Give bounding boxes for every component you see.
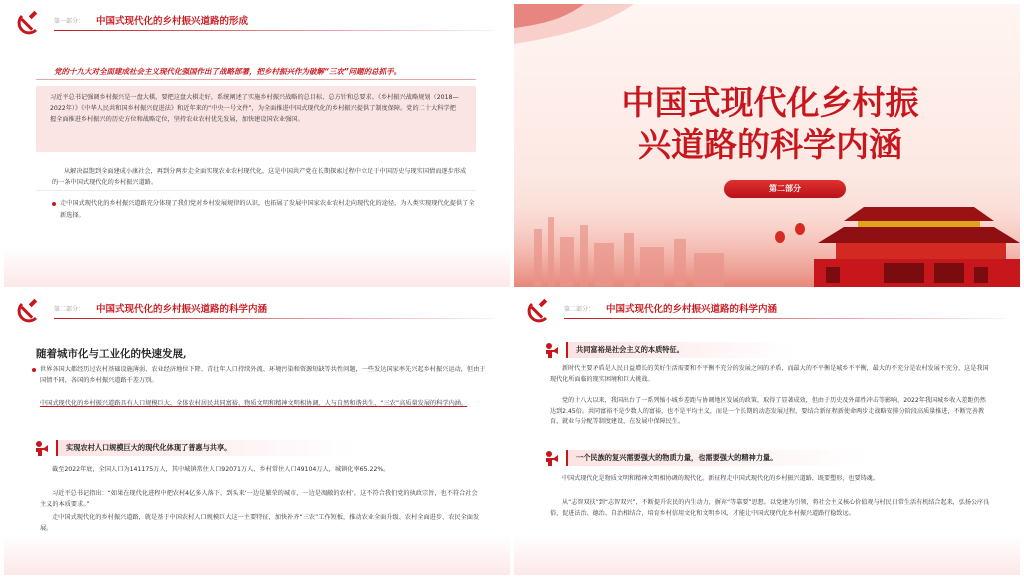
hammer-sickle-icon [16, 298, 42, 324]
section-title: 中国式现代化的乡村振兴道路的科学内涵 [606, 304, 778, 315]
slide-3 [4, 292, 510, 575]
lead-sentence: 党的十九大对全面建成社会主义现代化强国作出了战略部署，把乡村振兴作为破解“三农”问题的总抓手。 [54, 67, 402, 76]
ribbon-decoration [514, 4, 674, 74]
slide-4 [514, 292, 1020, 575]
hammer-sickle-icon [16, 10, 42, 36]
bottom-decoration [4, 535, 510, 575]
body-paragraph-1: 截至2022年底，全国人口为141175万人，其中城镇常住人口92071万人、乡村常住人口49104万人，城镇化率65.22%。 [52, 466, 390, 473]
body-paragraph-3: 走中国式现代化的乡村振兴道路，就是基于中国农村人口规模巨大这一主要特征，加快补齐“三农”工作短板，推动农业全面升级、农村全面进步、农民全面发展。 [40, 514, 480, 532]
part-two-button[interactable]: 第二部分 [724, 180, 846, 198]
body-paragraph: 从解决温饱到全面建成小康社会，再到分两步走全面实现农业农村现代化，这是中国共产党在长期探索过程中立足于中国历史与现实国情而逐步形成的一条中国式现代化的乡村振兴道路。 [52, 168, 467, 186]
cover-title-line-2: 兴道路的科学内涵 [638, 125, 902, 164]
speaker-figure-icon [544, 450, 564, 466]
body-paragraph-1: 新时代主要矛盾是人民日益增长的美好生活需要和不平衡不充分的发展之间的矛盾，而最大的不平衡是城乡不平衡，最大的不充分是农村发展不充分，这是我国现代化所面临的现实困境和巨大挑战。 [550, 365, 989, 383]
subheading-banner-text: 实现农村人口规模巨大的现代化体现了普惠与共享。 [66, 443, 232, 452]
bullet-text: 走中国式现代化的乡村振兴道路充分体现了我们党对乡村发展规律的认识，也拓展了发展中国家农业农村走向现代化的途径，为人类实现现代化提供了全新选择。 [60, 200, 475, 219]
section-heading: 随着城市化与工业化的快速发展, [36, 348, 187, 360]
cover-title [610, 82, 930, 166]
body-paragraph-2: 党的十八大以来，我国出台了一系列缩小城乡差距与协调地区发展的政策，取得了显著成效，但由于历史及外部性冲击等影响，2022年我国城乡收入差距仍然达到2.45倍。共同富裕不是少数人的富裕，也不是平均主义，而是一个长期的动态发展过程，要结合新征程新使命两步走战略安排分阶段高质量推进，不断完善教育、就业与分配等制度建设，在发展中保障民生。 [550, 397, 986, 425]
quote-box-text: 习近平总书记强调乡村振兴是一盘大棋，要把这盘大棋走好，系统阐述了实施乡村振兴战略的总目标、总方针和总要求。《乡村振兴战略规划（2018—2022年）》《中华人民共和国乡村振兴促进法》和近年来的“中央一号文件”，为全面推进中国式现代化的乡村振兴提供了制度保障。党的二十大科学把握全面推进乡村振兴的历史方位和战略定位，坚持农业农村优先发展，加快建设国农业强国。 [50, 94, 459, 123]
cover-title-line-1: 中国式现代化乡村振 [621, 83, 919, 122]
section-label: 第二部分： [54, 306, 85, 313]
underlined-summary: 中国式现代化的乡村振兴道路具有人口规模巨大、全体农村居民共同富裕、物质文明和精神文明相协调、人与自然和谐共生、“三农”高质量发展的科学内涵。 [40, 400, 468, 407]
slide-header [4, 4, 510, 38]
section-label: 第一部分： [54, 18, 85, 25]
bullet-text: 世界各国大都经历过农村基础设施薄弱、农业经济地位下降、青壮年人口持续外流、环境污染和资源短缺等共性问题，一些发达国家率先兴起乡村振兴运动，但由于国情不同，各国的乡村振兴道路千差万别。 [40, 366, 486, 384]
bullet-dot [52, 202, 56, 206]
quote-box [36, 86, 476, 152]
body-paragraph-3: 中国式现代化是物质文明和精神文明相协调的现代化。新征程走中国式现代化的乡村振兴道路，既要塑形，也要铸魂。 [562, 475, 879, 482]
section-label: 第二部分： [564, 306, 595, 313]
slide-header [514, 292, 1020, 326]
header-divider [54, 318, 494, 319]
bullet-dot [32, 368, 36, 372]
bottom-decoration [514, 535, 1020, 575]
slide-1 [4, 4, 510, 287]
speaker-figure-icon [34, 440, 54, 456]
slide-2-cover [514, 4, 1020, 287]
subheading-banner-text: 一个民族的复兴需要强大的物质力量，也需要强大的精神力量。 [576, 453, 778, 462]
speaker-figure-icon [544, 342, 564, 358]
section-title: 中国式现代化的乡村振兴道路的形成 [96, 16, 249, 27]
tiananmen-skyline-illustration [514, 167, 1020, 287]
hammer-sickle-icon [526, 298, 552, 324]
bottom-decoration [4, 247, 510, 287]
body-paragraph-4: 从“志智双扶”到“志智双兴”，不断提升农民的内生动力，摒弃“等靠要”思想。以党建为引领，将社会主义核心价值观与村民日常生活有机结合起来，弘扬公序良俗，促进法治、德治、自治相结合，培育乡村信用文化和文明乡风，才能让中国式现代化乡村振兴道路行稳致远。 [550, 499, 990, 517]
header-divider [54, 30, 494, 31]
header-divider [564, 318, 1004, 319]
body-paragraph-2: 习近平总书记指出：“如果在现代化进程中把农村4亿多人落下，到头来‘一边是繁荣的城市、一边是凋敝的农村’，这不符合我们党的执政宗旨，也不符合社会主义的本质要求。” [40, 490, 478, 508]
paragraph-divider [36, 190, 476, 191]
subheading-banner-text: 共同富裕是社会主义的本质特征。 [576, 345, 684, 354]
slide-header [4, 292, 510, 326]
section-title: 中国式现代化的乡村振兴道路的科学内涵 [96, 304, 268, 315]
lead-divider [36, 79, 476, 80]
